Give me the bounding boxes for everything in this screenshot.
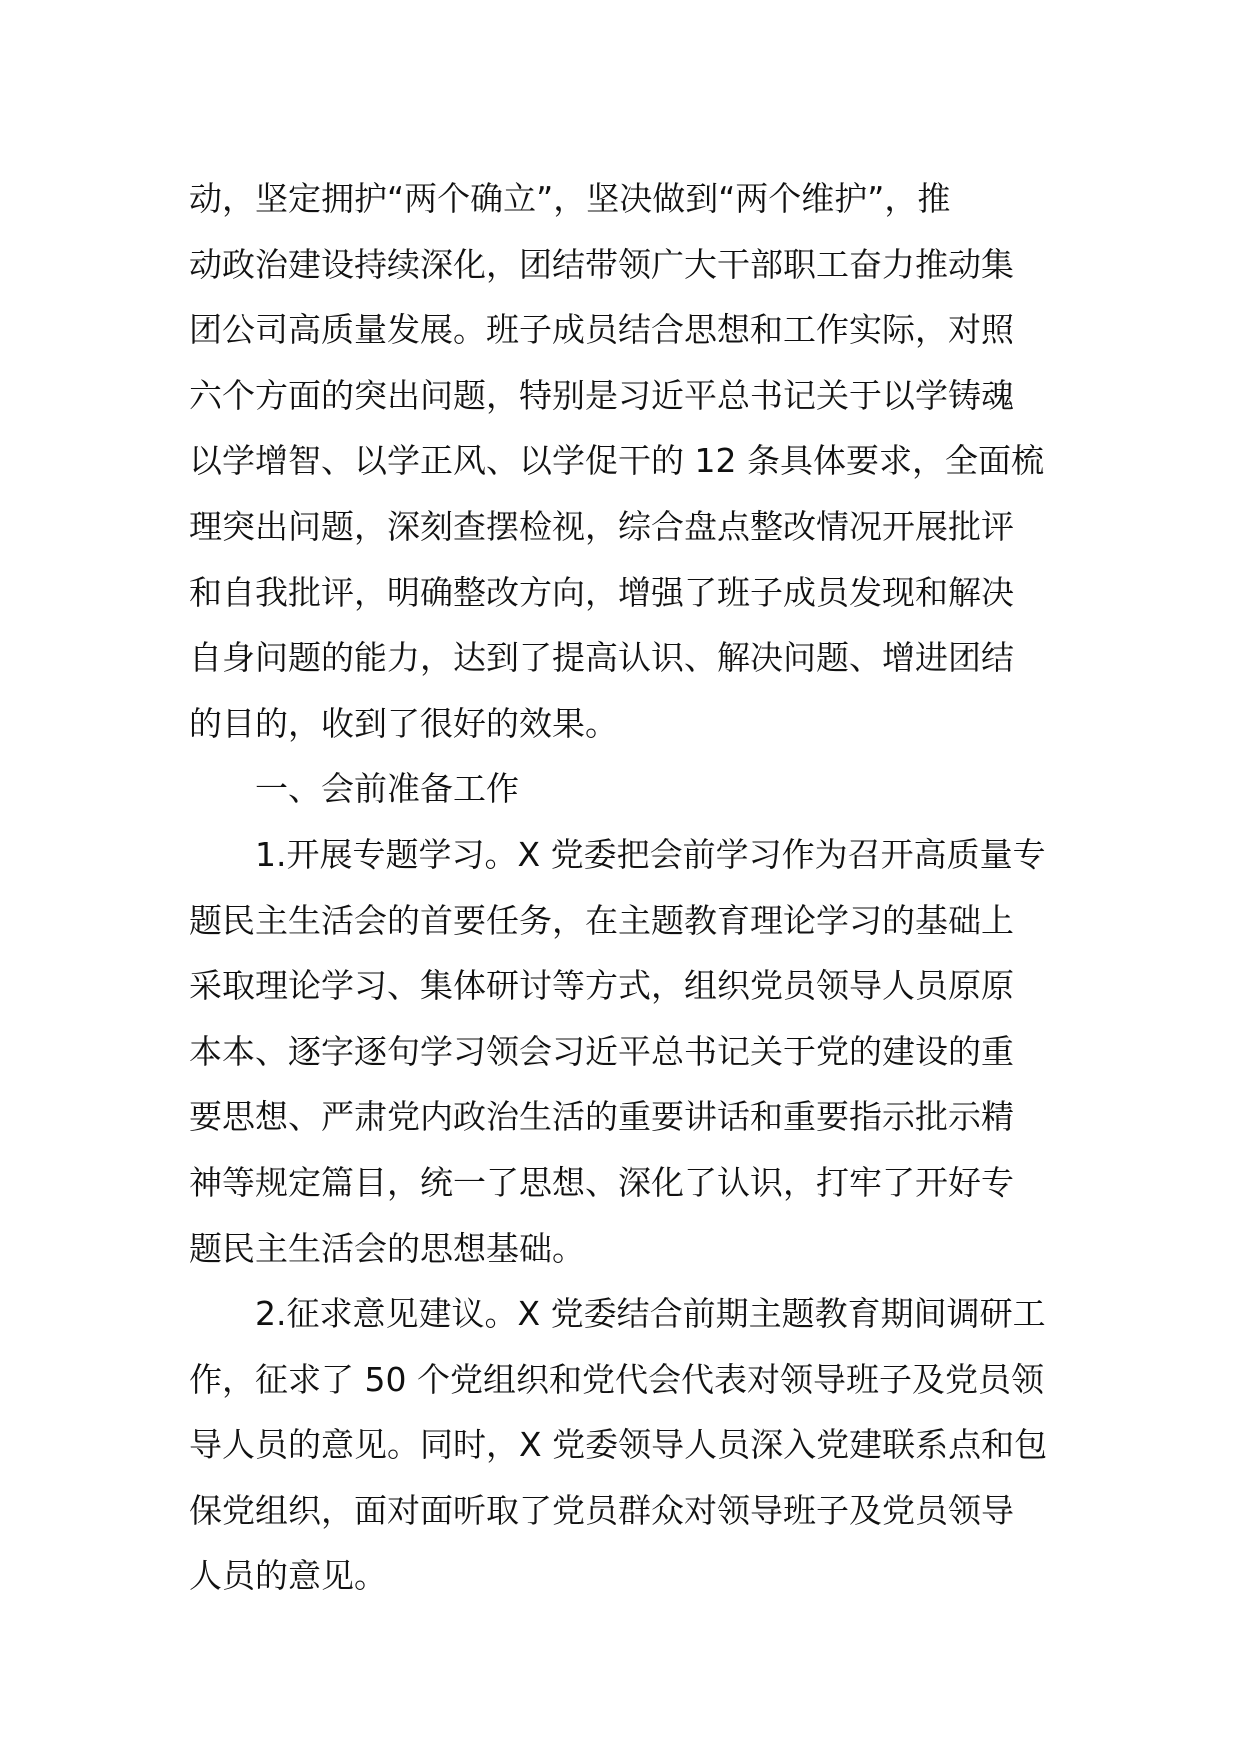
text-line: 自身问题的能力，达到了提高认识、解决问题、增进团结 <box>189 638 1014 678</box>
text-line: 题民主生活会的思想基础。 <box>189 1228 585 1268</box>
text-line: 六个方面的突出问题，特别是习近平总书记关于以学铸魂 <box>189 375 1014 415</box>
text-line: 导人员的意见。同时，X 党委领导人员深入党建联系点和包 <box>189 1425 1048 1465</box>
text-line: 动，坚定拥护“两个确立”，坚决做到“两个维护”，推 <box>189 179 951 218</box>
text-line: 要思想、严肃党内政治生活的重要讲话和重要指示批示精 <box>189 1097 1014 1137</box>
text-line: 采取理论学习、集体研讨等方式，组织党员领导人员原原 <box>189 966 1014 1006</box>
text-line: 保党组织，面对面听取了党员群众对领导班子及党员领导 <box>189 1490 1014 1530</box>
text-line: 的目的，收到了很好的效果。 <box>189 703 618 743</box>
paragraph-first-line: 1.开展专题学习。X 党委把会前学习作为召开高质量专 <box>255 834 1046 874</box>
text-line: 理突出问题，深刻查摆检视，综合盘点整改情况开展批评 <box>189 506 1014 546</box>
section-heading: 一、会前准备工作 <box>255 769 519 809</box>
paragraph-first-line: 2.征求意见建议。X 党委结合前期主题教育期间调研工 <box>255 1294 1046 1334</box>
text-line: 本本、逐字逐句学习领会习近平总书记关于党的建设的重 <box>189 1031 1014 1071</box>
text-line: 和自我批评，明确整改方向，增强了班子成员发现和解决 <box>189 572 1014 612</box>
text-line: 动政治建设持续深化，团结带领广大干部职工奋力推动集 <box>189 244 1014 284</box>
text-line: 题民主生活会的首要任务，在主题教育理论学习的基础上 <box>189 900 1014 940</box>
document-body <box>189 166 1069 1609</box>
text-line: 作，征求了 50 个党组织和党代会代表对领导班子及党员领 <box>189 1359 1044 1399</box>
text-line: 团公司高质量发展。班子成员结合思想和工作实际，对照 <box>189 310 1014 350</box>
text-line: 以学增智、以学正风、以学促干的 12 条具体要求，全面梳 <box>189 441 1044 481</box>
text-line: 神等规定篇目，统一了思想、深化了认识，打牢了开好专 <box>189 1162 1014 1202</box>
text-line: 人员的意见。 <box>189 1556 387 1596</box>
